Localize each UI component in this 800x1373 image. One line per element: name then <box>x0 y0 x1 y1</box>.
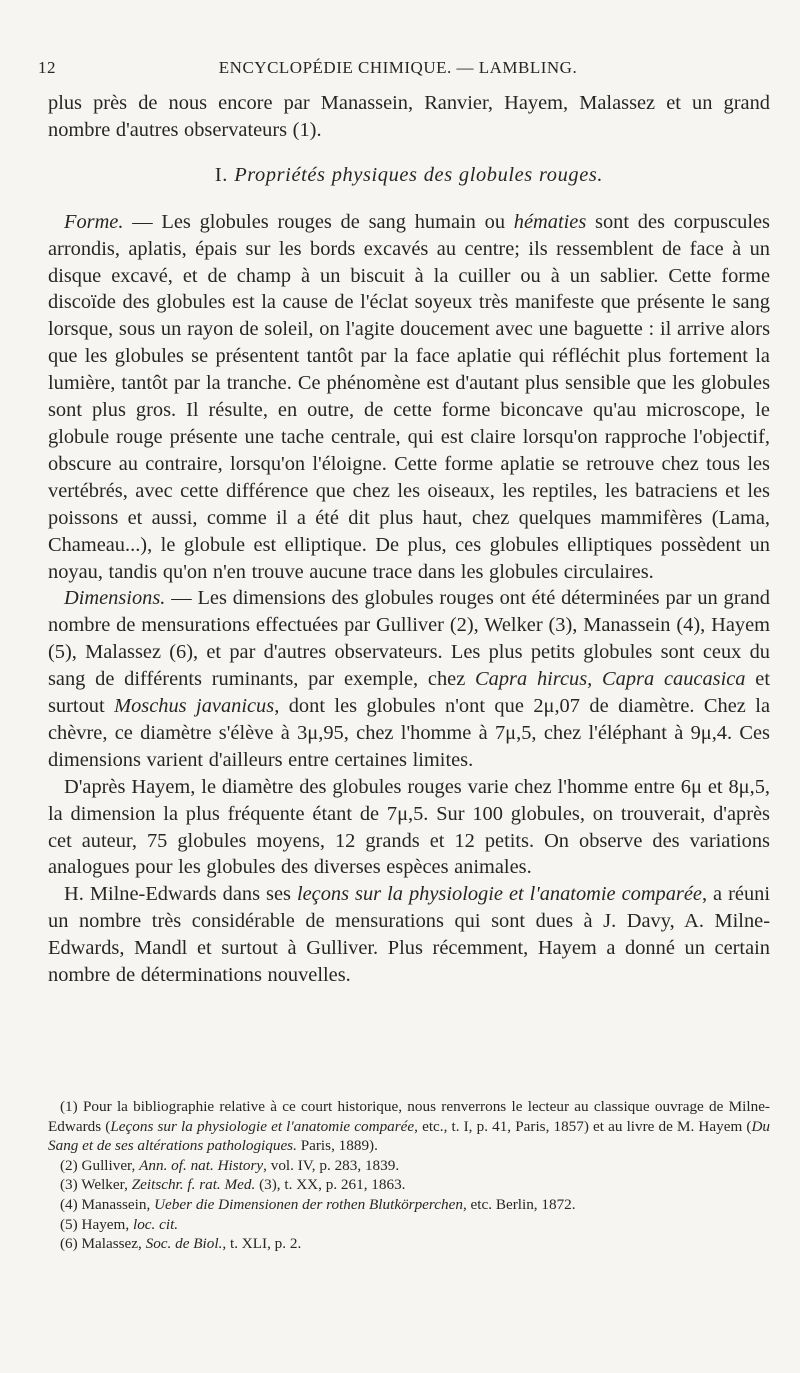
species-names: Capra hircus, Capra caucasica <box>475 668 746 691</box>
moschus-name: Moschus javanicus <box>114 695 275 718</box>
paragraph-intro: plus près de nous encore par Manassein, Ranvier, Hayem, Malassez et un grand nombre d'autres observateurs (1). <box>48 92 770 141</box>
paragraph-milne-edwards: H. Milne-Edwards dans ses leçons sur la physiologie et l'anatomie comparée, a réuni un nombre très considérable de mensurations qui sont dues à J. Davy, A. Milne-Edwards, Mandl et surtout à Gulliver. Plus récemment, Hayem a donné un certain nombre de déterminations nouvelles. <box>48 883 771 987</box>
footnote-4: (4) Manassein, Ueber die Dimensionen der rothen Blutkörperchen, etc. Berlin, 1872. <box>60 1195 576 1213</box>
footnotes <box>48 1097 770 1254</box>
section-number: I. <box>214 163 229 186</box>
page-number: 12 <box>38 58 56 77</box>
hematies-term: hématies <box>513 210 587 233</box>
milne-edwards-work: leçons sur la physiologie et l'anatomie comparée <box>296 883 702 906</box>
forme-label: Forme. <box>64 210 124 233</box>
main-text <box>48 90 770 989</box>
footnote-6: (6) Malassez, Soc. de Biol., t. XLI, p. 2. <box>60 1235 302 1253</box>
section-title: Propriétés physiques des globules rouges. <box>234 163 604 186</box>
footnote-2: (2) Gulliver, Ann. of. nat. History, vol. IV, p. 283, 1839. <box>60 1156 400 1174</box>
paragraph-dimensions: Dimensions. — Les dimensions des globules rouges ont été déterminées par un grand nombre de mensurations effectuées par Gulliver (2), Welker (3), Manassein (4), Hayem (5), Malassez (6), et par d'autres observateurs. Les plus petits globules sont ceux du sang de différents ruminants, par exemple, chez Capra hircus, Capra caucasica et surtout Moschus javanicus, dont les globules n'ont que 2μ,07 de diamètre. Chez la chèvre, ce diamètre s'élève à 3μ,95, chez l'homme à 7μ,5, chez l'éléphant à 9μ,4. Ces dimensions varient d'ailleurs entre certaines limites. <box>48 587 770 771</box>
page-header <box>38 58 758 84</box>
running-title: ENCYCLOPÉDIE CHIMIQUE. — LAMBLING. <box>218 58 578 77</box>
dimensions-label: Dimensions. <box>64 587 166 610</box>
paragraph-forme: Forme. — Les globules rouges de sang humain ou hématies sont des corpuscules arrondis, aplatis, épais sur les bords excavés au centre; ils ressemblent de face à un disque excavé, et de champ à un biscuit à la cuiller ou à un sablier. Cette forme discoïde des globules est la cause de l'éclat soyeux très manifeste que présente le sang lorsque, sous un rayon de soleil, on l'agite doucement avec une baguette : il arrive alors que les globules se présentent tantôt par la face aplatie qui réfléchit plus fortement la lumière, tantôt par la tranche. Ce phénomène est d'autant plus sensible que les globules sont plus gros. Il résulte, en outre, de cette forme biconcave qu'au microscope, le globule rouge présente une tache centrale, qui est claire lorsqu'on rapproche l'objectif, obscure au contraire, lorsqu'on l'éloigne. Cette forme aplatie se retrouve chez tous les vertébrés, avec cette différence que chez les oiseaux, les reptiles, les batraciens et les poissons et aussi, comme il a été dit plus haut, chez quelques mammifères (Lama, Chameau...), le globule est elliptique. De plus, ces globules elliptiques possèdent un noyau, tandis qu'on n'en trouve aucune trace dans les globules circulaires. <box>48 210 770 583</box>
footnote-5: (5) Hayem, loc. cit. <box>60 1215 179 1233</box>
footnote-1: (1) Pour la bibliographie relative à ce court historique, nous renverrons le lecteur au classique ouvrage de Milne-Edwards (Leçons sur la physiologie et l'anatomie comparée, etc., t. I, p. 41, Paris, 1857) et au livre de M. Hayem (Du Sang et de ses altérations pathologiques. Paris, 1889). <box>48 1098 771 1155</box>
section-heading <box>48 162 770 189</box>
footnote-3: (3) Welker, Zeitschr. f. rat. Med. (3), t. XX, p. 261, 1863. <box>60 1176 406 1194</box>
paragraph-hayem: D'après Hayem, le diamètre des globules rouges varie chez l'homme entre 6μ et 8μ,5, la dimension la plus fréquente étant de 7μ,5. Sur 100 globules, on trouverait, d'après cet auteur, 75 globules moyens, 12 grands et 12 petits. On observe des variations analogues pour les globules des diverses espèces animales. <box>48 775 770 879</box>
